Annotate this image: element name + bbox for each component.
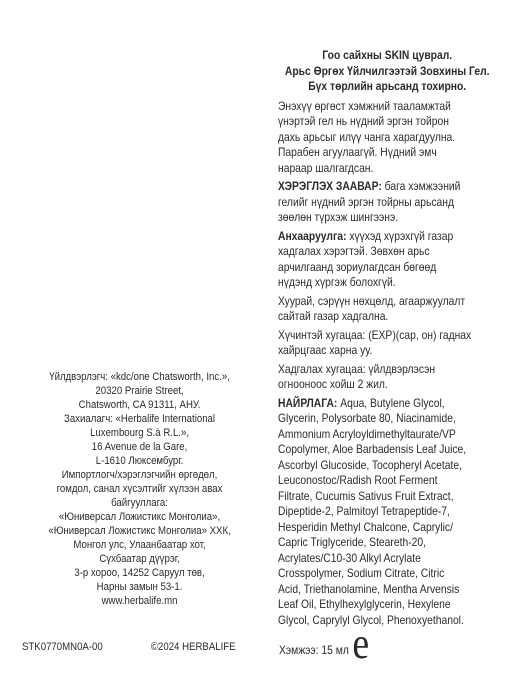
title-line: Гоо сайхны SKIN цуврал.: [322, 48, 453, 62]
usage-paragraph: [278, 179, 496, 226]
text-line: үнэртэй гел нь нүдний эргэн тойрон: [278, 114, 449, 128]
title-line: Бүх төрлийн арьсанд тохирно.: [308, 79, 467, 93]
text-line: хадгалах хэрэгтэй. Зөвхөн арьс: [278, 244, 430, 258]
manufacturer-info: [20, 370, 259, 608]
paragraph-first-line: [278, 396, 496, 412]
manufacturer-line: байгууллага:: [111, 497, 168, 509]
website-url: www.herbalife.mn: [101, 595, 178, 607]
manufacturer-line: 20320 Prairie Street,: [95, 385, 184, 397]
text-line: Glycol, Caprylyl Glycol, Phenoxyethanol.: [278, 612, 464, 627]
text-line: арчилгаанд зориулагдсан бөгөөд: [278, 259, 437, 274]
title-line: Арьс Өргөх Үйлчилгээтэй Зовхины Гел.: [284, 63, 490, 78]
expiry-paragraph: [278, 328, 496, 359]
manufacturer-line: «Юниверсал Ложистикс Монголиа» ХХК,: [48, 525, 231, 537]
text-line: дахь арьсыг илүү чанга харагдуулна.: [278, 129, 456, 144]
text-line: Copolymer, Aloe Barbadensis Leaf Juice,: [278, 442, 467, 456]
text-line: Filtrate, Cucumis Sativus Fruit Extract,: [278, 488, 454, 503]
manufacturer-line: Сүхбаатар дүүрэг,: [99, 553, 180, 565]
manufacturer-line: L-1610 Люксембург.: [95, 455, 184, 467]
manufacturer-line: Захиалагч: «Herbalife International: [64, 413, 216, 425]
product-title: [278, 48, 496, 95]
text-line: Dipeptide-2, Palmitoyl Tetrapeptide-7,: [278, 504, 450, 518]
text-line: бага хэмжээний: [381, 179, 461, 193]
intro-paragraph: [278, 99, 496, 177]
manufacturer-line: Монгол улс, Улаанбаатар хот,: [73, 539, 206, 551]
product-code-row: [22, 640, 236, 654]
product-code: STK0770MN0A-00: [22, 641, 103, 653]
text-line: Hesperidin Methyl Chalcone, Caprylic/: [278, 519, 453, 534]
ingredients-label: НАЙРЛАГА:: [278, 395, 338, 410]
manufacturer-line: Нарны замын 53-1.: [96, 581, 183, 593]
volume-text: Хэмжээ: 15 мл: [279, 643, 349, 657]
copyright-notice: ©2024 HERBALIFE: [150, 641, 236, 653]
text-line: Ascorbyl Glucoside, Tocopheryl Acetate,: [278, 457, 462, 472]
manufacturer-line: Luxembourg S.à R.L.»,: [90, 427, 190, 439]
text-line: гелийг нүдний эргэн тойрны арьсанд: [278, 194, 455, 209]
text-line: зөөлөн түрхэж шингээнэ.: [278, 210, 399, 224]
text-line: Хадгалах хугацаа: үйлдвэрлэсэн: [278, 361, 436, 376]
text-line: Glycerin, Polysorbate 80, Niacinamide,: [278, 411, 456, 425]
text-line: Энэхүү өргөст хэмжний тааламжтай: [278, 98, 451, 113]
text-line: сайтай газар хадгална.: [278, 309, 389, 323]
manufacturer-line: гомдол, санал хүсэлтийг хүлээн авах: [56, 483, 223, 495]
usage-label: ХЭРЭГЛЭХ ЗААВАР:: [278, 179, 382, 193]
e-mark-symbol: e: [352, 619, 370, 668]
text-line: Acid, Triethanolamine, Mentha Arvensis: [278, 581, 460, 596]
text-line: Ammonium Acryloyldimethyltaurate/VP: [278, 426, 456, 441]
text-line: Хүчинтэй хугацаа: (EXP)(сар, он) гаднах: [278, 327, 472, 342]
text-line: Acrylates/C10-30 Alkyl Acrylate: [278, 550, 421, 565]
text-line: Capric Triglyceride, Steareth-20,: [278, 535, 426, 549]
text-line: нараар шалгагдсан.: [278, 160, 374, 175]
manufacturer-line: Импортлогч/хэрэглэгчийн өргөдөл,: [61, 469, 218, 481]
text-line: хайрцгааc харна уу.: [278, 343, 373, 357]
manufacturer-line: 16 Avenue de la Gare,: [91, 441, 188, 453]
text-line: Aqua, Butylene Glycol,: [337, 395, 445, 410]
manufacturer-line: Chatsworth, CA 91311, АНУ.: [78, 399, 201, 411]
manufacturer-line: 3-р хороо, 14252 Саруул төв,: [74, 567, 205, 579]
text-line: хүүхэд хүрэхгүй газар: [346, 228, 454, 243]
text-line: огнооноос хойш 2 жил.: [278, 377, 388, 391]
paragraph-first-line: [278, 179, 496, 195]
storage-paragraph: [278, 294, 496, 325]
manufacturer-line: Үйлдвэрлэгч: «kdc/one Chatsworth, Inc.»,: [49, 371, 230, 383]
product-description: [278, 48, 496, 628]
caution-label: Анхааруулга:: [278, 228, 347, 243]
manufacturer-line: «Юниверсал Ложистикс Монголиа»,: [58, 511, 221, 523]
text-line: нүдэнд хүргэж болохгүй.: [278, 275, 396, 289]
paragraph-first-line: [278, 229, 496, 245]
text-line: Leaf Oil, Ethylhexylglycerin, Hexylene: [278, 597, 451, 611]
ingredients-paragraph: [278, 396, 496, 629]
text-line: Crosspolymer, Sodium Citrate, Citric: [278, 566, 445, 580]
text-line: Парабен агуулаагүй. Нүдний эмч: [278, 145, 437, 159]
shelf-life-paragraph: [278, 362, 496, 393]
caution-paragraph: [278, 229, 496, 291]
text-line: Leuconostoc/Radish Root Ferment: [278, 473, 438, 487]
volume-row: [279, 619, 370, 668]
text-line: Хуурай, сэрүүн нөхцөлд, агааржуулалт: [278, 293, 466, 308]
